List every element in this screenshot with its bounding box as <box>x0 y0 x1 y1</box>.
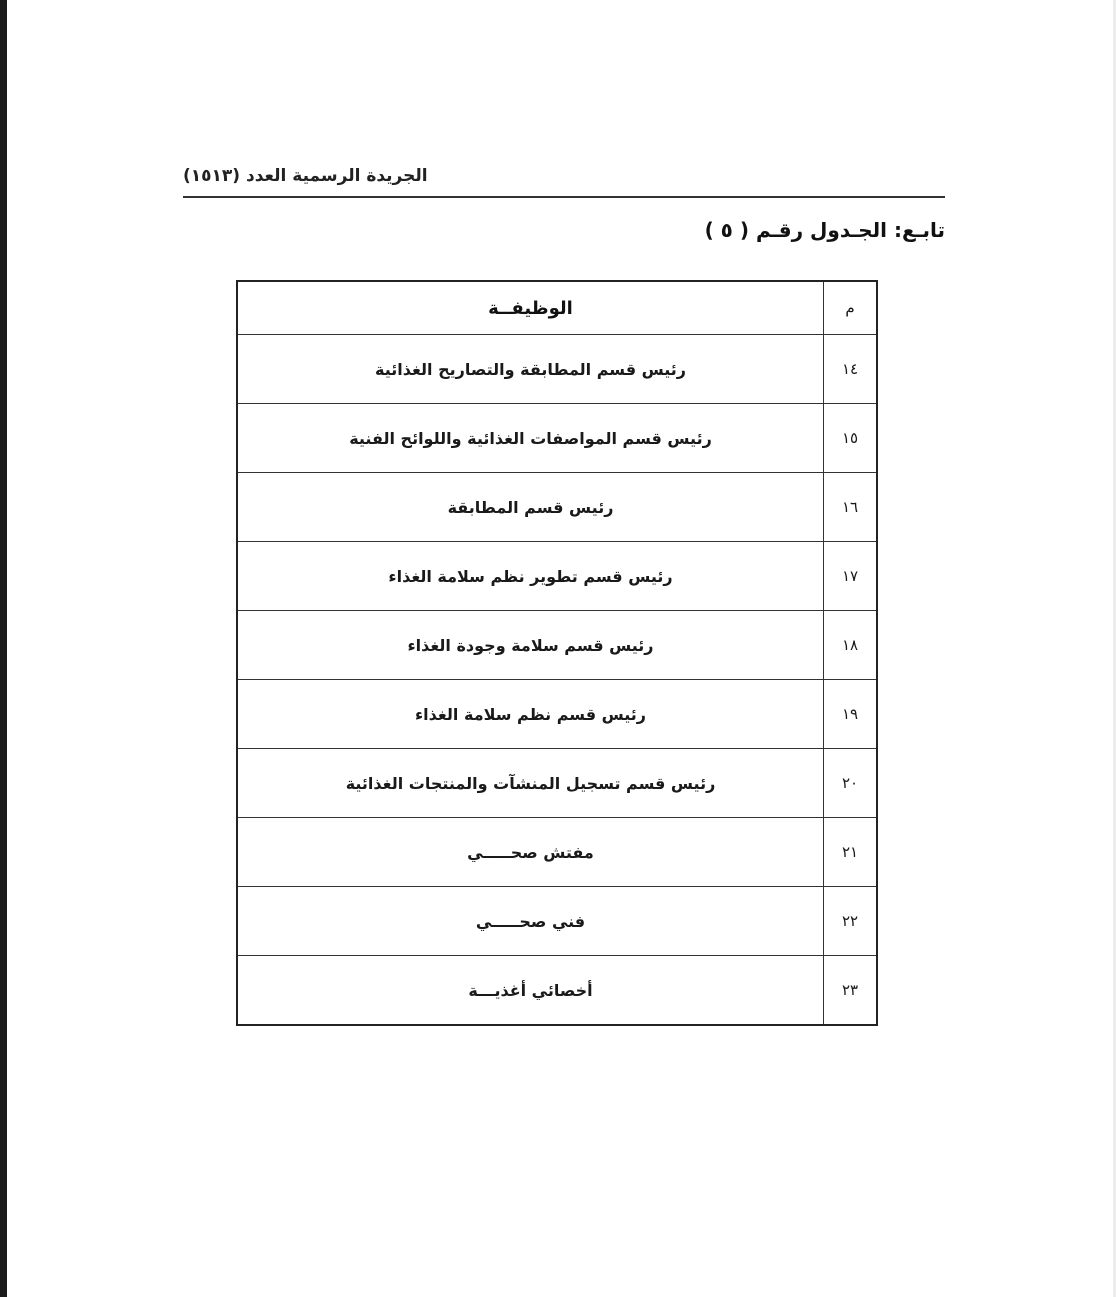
row-number: ٢٠ <box>824 749 878 818</box>
row-number: ١٧ <box>824 542 878 611</box>
header-job: الوظيفــة <box>237 281 824 335</box>
row-number: ١٦ <box>824 473 878 542</box>
table-row <box>237 680 877 749</box>
row-job: رئيس قسم سلامة وجودة الغذاء <box>237 611 824 680</box>
row-job: رئيس قسم نظم سلامة الغذاء <box>237 680 824 749</box>
table-row <box>237 956 877 1026</box>
row-number: ٢٢ <box>824 887 878 956</box>
row-number: ١٨ <box>824 611 878 680</box>
row-number: ١٥ <box>824 404 878 473</box>
gazette-issue-title: الجريدة الرسمية العدد (١٥١٣) <box>183 166 428 186</box>
row-job: أخصائي أغذيـــة <box>237 956 824 1026</box>
table-row <box>237 473 877 542</box>
row-job: رئيس قسم تسجيل المنشآت والمنتجات الغذائية <box>237 749 824 818</box>
row-job: رئيس قسم تطوير نظم سلامة الغذاء <box>237 542 824 611</box>
row-job: رئيس قسم المطابقة <box>237 473 824 542</box>
row-number: ٢١ <box>824 818 878 887</box>
table-row <box>237 749 877 818</box>
row-number: ١٩ <box>824 680 878 749</box>
table-row <box>237 542 877 611</box>
row-job: فني صحـــــي <box>237 887 824 956</box>
table-row <box>237 818 877 887</box>
row-job: رئيس قسم المواصفات الغذائية واللوائح الفنية <box>237 404 824 473</box>
header-number: م <box>824 281 878 335</box>
jobs-table <box>236 280 878 1026</box>
running-header <box>183 166 945 196</box>
table-continuation-title: تابـع: الجـدول رقـم ( ٥ ) <box>704 218 945 242</box>
header-divider <box>183 196 945 198</box>
table-row <box>237 404 877 473</box>
row-number: ١٤ <box>824 335 878 404</box>
left-edge-strip <box>0 0 7 1297</box>
row-job: رئيس قسم المطابقة والتصاريح الغذائية <box>237 335 824 404</box>
row-number: ٢٣ <box>824 956 878 1026</box>
table-row <box>237 335 877 404</box>
table-row <box>237 611 877 680</box>
row-job: مفتش صحـــــي <box>237 818 824 887</box>
table-header-row <box>237 281 877 335</box>
table-row <box>237 887 877 956</box>
